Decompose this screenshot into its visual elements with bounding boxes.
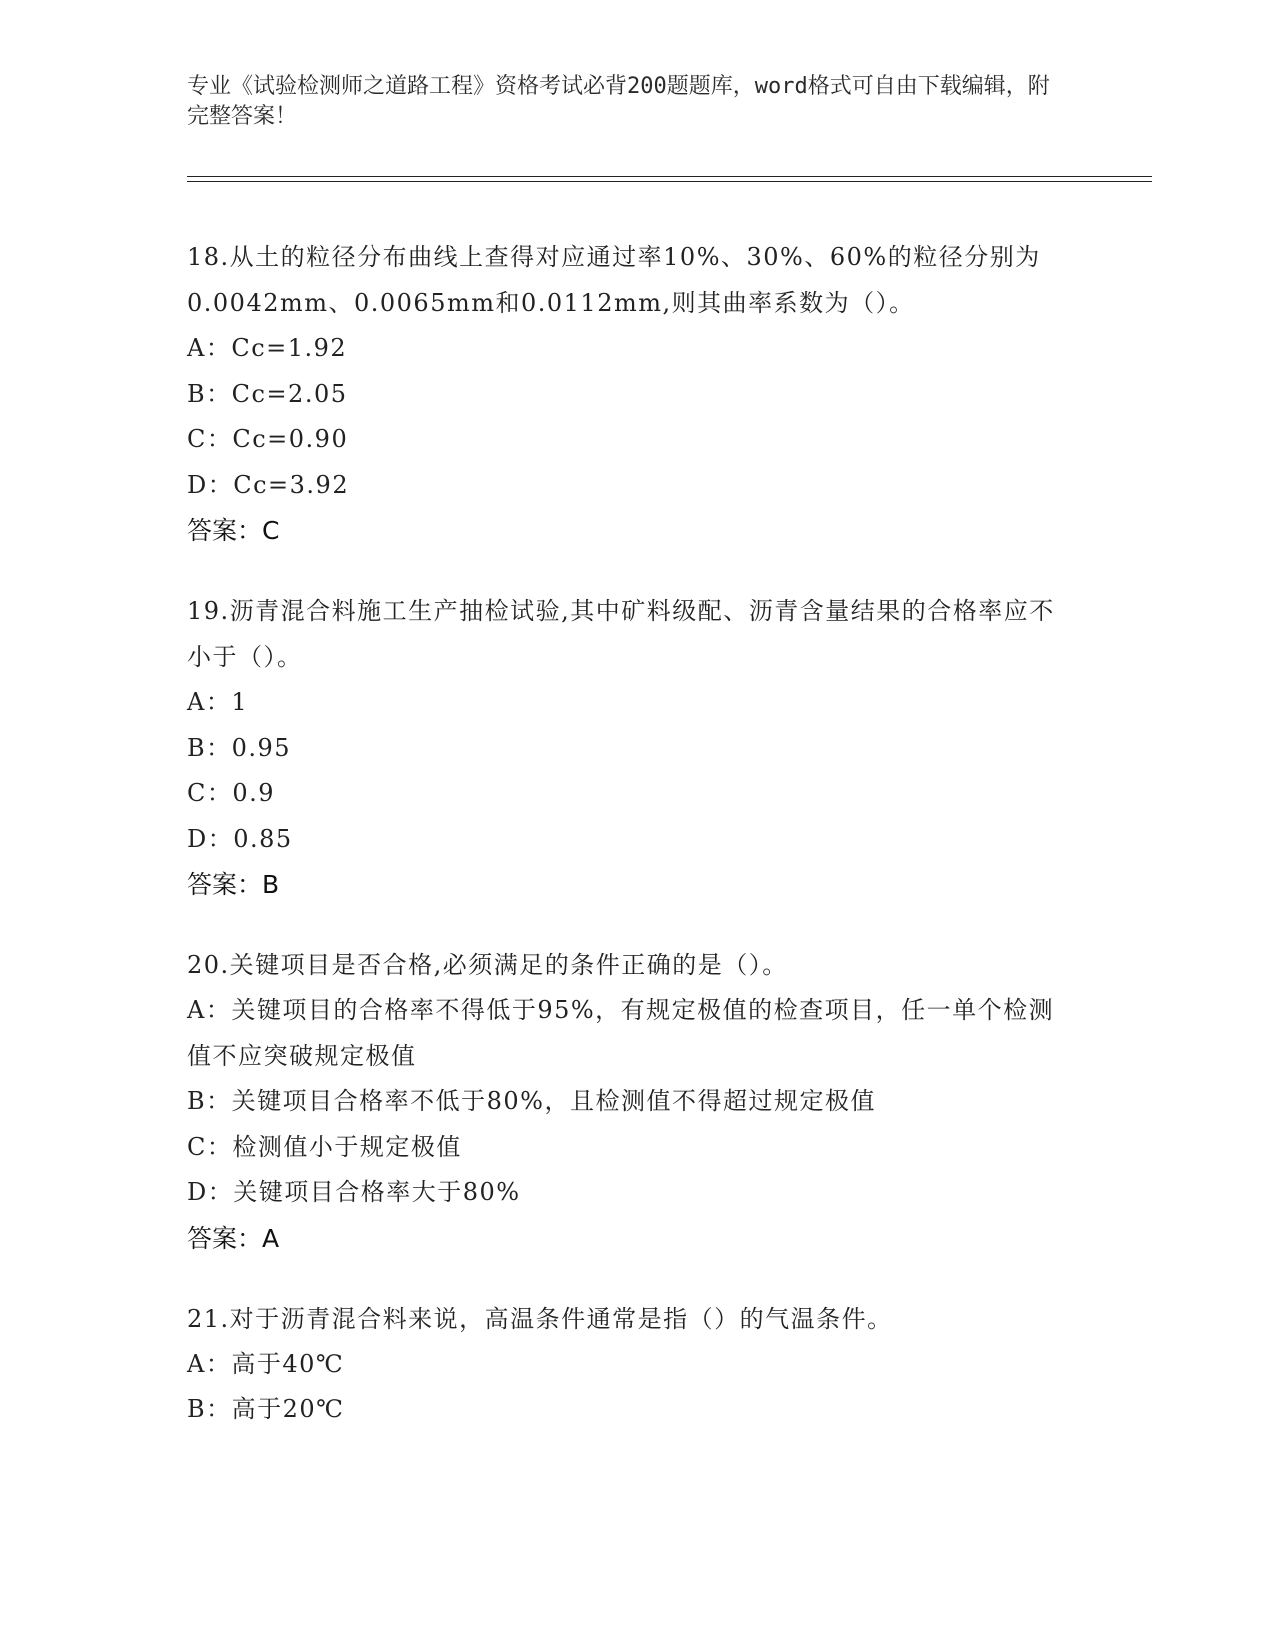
option-b: B：0.95 (187, 733, 292, 762)
answer-label: 答案：B (187, 870, 280, 899)
question-19 (187, 588, 1067, 907)
answer-label: 答案：A (187, 1223, 280, 1253)
question-stem: 19.沥青混合料施工生产抽检试验,其中矿料级配、沥青含量结果的合格率应不小于（）。 (187, 597, 1055, 671)
question-20 (187, 942, 1067, 1261)
option-d: D：关键项目合格率大于80% (187, 1178, 521, 1206)
option-c: C：Cc=0.90 (187, 425, 349, 453)
option-b: B：Cc=2.05 (187, 379, 348, 408)
option-d: D：0.85 (187, 824, 293, 853)
header-divider-top (187, 176, 1152, 177)
question-stem: 18.从土的粒径分布曲线上查得对应通过率10%、30%、60%的粒径分别为0.0042mm、0.0065mm和0.0112mm,则其曲率系数为（）。 (187, 243, 1041, 317)
option-a: A：Cc=1.92 (187, 334, 348, 362)
answer-label: 答案：C (187, 516, 280, 545)
question-21 (187, 1296, 1067, 1433)
option-c: C：0.9 (187, 779, 276, 807)
option-b: B：关键项目合格率不低于80%，且检测值不得超过规定极值 (187, 1087, 876, 1115)
option-d: D：Cc=3.92 (187, 470, 350, 499)
question-list (187, 234, 1067, 1468)
document-header: 专业《试验检测师之道路工程》资格考试必背200题题库，word格式可自由下载编辑，附完整答案！ (187, 74, 1050, 129)
question-18 (187, 234, 1067, 553)
option-a: A：关键项目的合格率不得低于95%，有规定极值的检查项目，任一单个检测值不应突破规定极值 (187, 996, 1055, 1070)
question-stem: 20.关键项目是否合格,必须满足的条件正确的是（）。 (187, 951, 788, 979)
question-stem: 21.对于沥青混合料来说，高温条件通常是指（）的气温条件。 (187, 1304, 893, 1333)
option-a: A：高于40℃ (187, 1349, 345, 1378)
option-a: A：1 (187, 688, 249, 716)
option-c: C：检测值小于规定极值 (187, 1132, 462, 1161)
option-b: B：高于20℃ (187, 1395, 345, 1423)
header-divider-bottom (187, 181, 1152, 182)
